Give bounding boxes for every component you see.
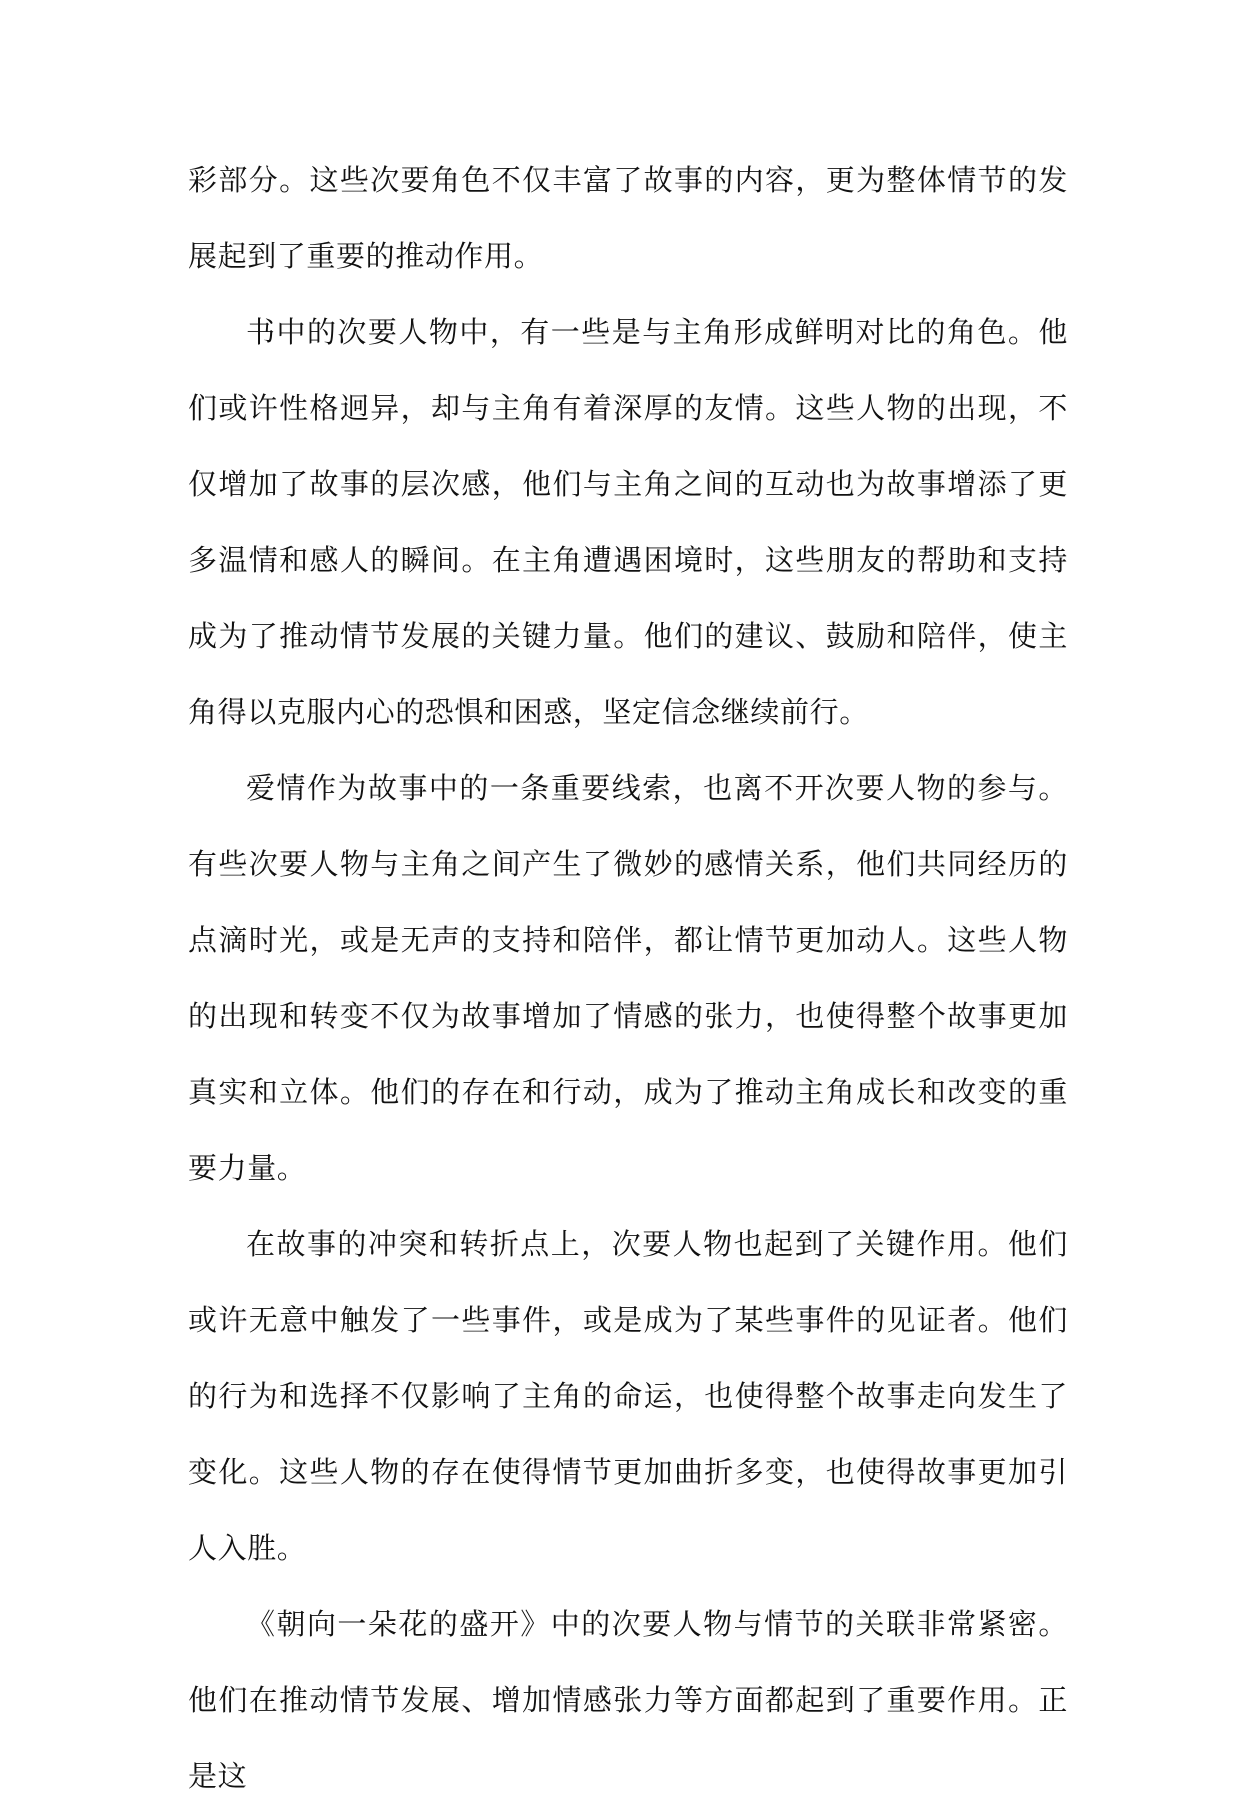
paragraph-4: 在故事的冲突和转折点上，次要人物也起到了关键作用。他们或许无意中触发了一些事件，或是成为了某些事件的见证者。他们的行为和选择不仅影响了主角的命运，也使得整个故事走向发生了变化。这些人物的存在使得情节更加曲折多变，也使得故事更加引人入胜。 — [188, 1227, 1068, 1565]
paragraph-1: 彩部分。这些次要角色不仅丰富了故事的内容，更为整体情节的发展起到了重要的推动作用。 — [188, 163, 1068, 273]
paragraph-2: 书中的次要人物中，有一些是与主角形成鲜明对比的角色。他们或许性格迥异，却与主角有着深厚的友情。这些人物的出现，不仅增加了故事的层次感，他们与主角之间的互动也为故事增添了更多温情和感人的瞬间。在主角遭遇困境时，这些朋友的帮助和支持成为了推动情节发展的关键力量。他们的建议、鼓励和陪伴，使主角得以克服内心的恐惧和困惑，坚定信念继续前行。 — [188, 315, 1068, 729]
paragraph-5: 《朝向一朵花的盛开》中的次要人物与情节的关联非常紧密。他们在推动情节发展、增加情感张力等方面都起到了重要作用。正是这 — [188, 1607, 1068, 1793]
body-text — [188, 142, 1068, 1814]
paragraph-3: 爱情作为故事中的一条重要线索，也离不开次要人物的参与。有些次要人物与主角之间产生了微妙的感情关系，他们共同经历的点滴时光，或是无声的支持和陪伴，都让情节更加动人。这些人物的出现和转变不仅为故事增加了情感的张力，也使得整个故事更加真实和立体。他们的存在和行动，成为了推动主角成长和改变的重要力量。 — [188, 771, 1068, 1185]
